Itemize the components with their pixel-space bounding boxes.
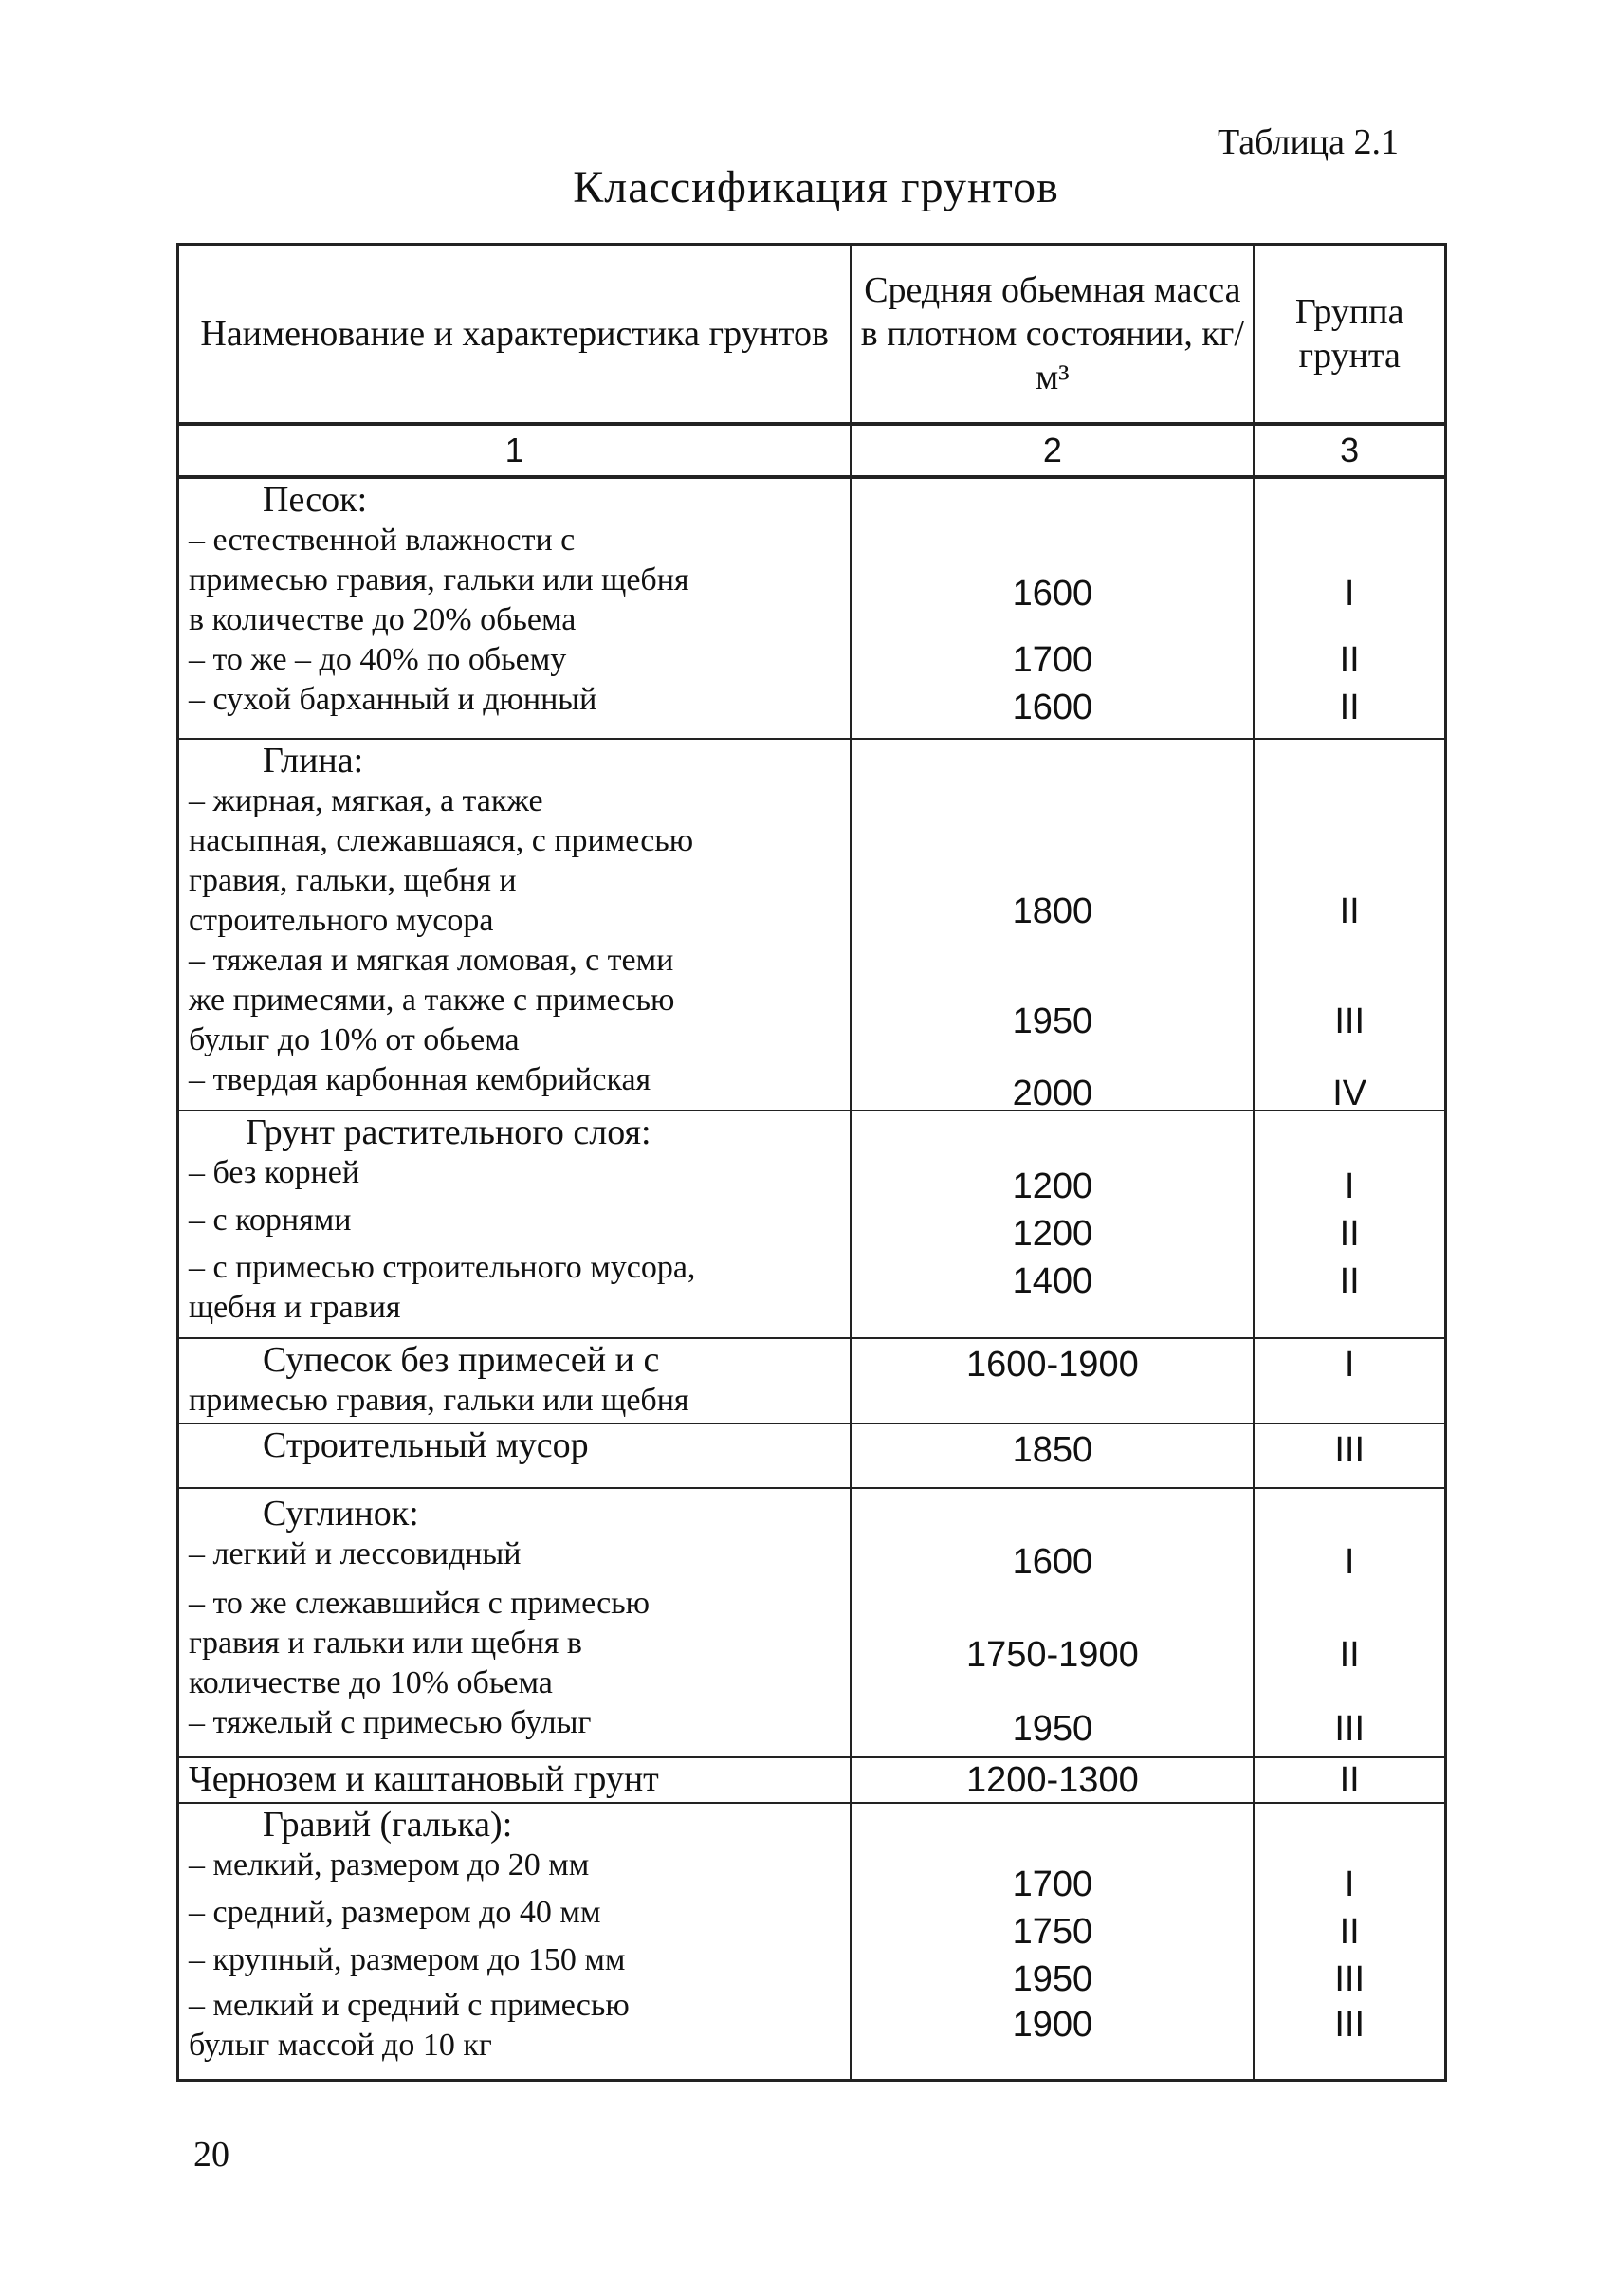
soil-classification-table: [176, 243, 1447, 2082]
group-value: III: [1334, 1709, 1366, 1749]
group-value: II: [1339, 1760, 1360, 1800]
soil-line: – крупный, размером до 150 мм: [189, 1942, 626, 1977]
soil-heading: Строительный мусор: [263, 1425, 589, 1465]
table-row: [178, 477, 1446, 739]
group-value: II: [1339, 1214, 1360, 1254]
soil-line: – без корней: [189, 1155, 360, 1190]
soil-description: [178, 1488, 852, 1757]
mass-value: 1200: [1012, 1214, 1093, 1254]
soil-line: – легкий и лессовидный: [189, 1536, 522, 1571]
group-value: III: [1334, 2005, 1366, 2045]
mass-value: 1750: [1012, 1912, 1093, 1952]
soil-line: – то же слежавшийся с примесью: [189, 1586, 651, 1621]
group-cell: [1254, 1338, 1445, 1424]
group-value: II: [1339, 640, 1360, 680]
group-cell: [1254, 1424, 1445, 1488]
mass-value: 1850: [1012, 1430, 1093, 1470]
soil-line: примесью гравия, гальки или щебня: [189, 1383, 689, 1418]
soil-description: [178, 739, 852, 1111]
group-cell: [1254, 739, 1445, 1111]
soil-line: – жирная, мягкая, а также: [189, 783, 543, 818]
table-row: [178, 1338, 1446, 1424]
table-row: [178, 1757, 1446, 1803]
mass-value: 1600: [1012, 688, 1093, 727]
column-number-row: [178, 424, 1446, 477]
group-value: III: [1334, 1959, 1366, 1999]
soil-heading: Чернозем и каштановый грунт: [189, 1759, 659, 1799]
table-row: [178, 1488, 1446, 1757]
column-number: 1: [178, 424, 852, 477]
table-row: [178, 1424, 1446, 1488]
header-row: [178, 245, 1446, 425]
soil-line: – сухой барханный и дюнный: [189, 682, 597, 717]
group-value: II: [1339, 1912, 1360, 1952]
soil-heading: Песок:: [263, 480, 368, 520]
page-number: 20: [193, 2135, 229, 2175]
table-row: [178, 739, 1446, 1111]
group-value: III: [1334, 1001, 1366, 1041]
group-cell: [1254, 1757, 1445, 1803]
group-value: I: [1344, 1166, 1355, 1206]
soil-line: в количестве до 20% обьема: [189, 602, 577, 637]
mass-value: 1750-1900: [965, 1635, 1139, 1675]
soil-line: – с примесью строительного мусора,: [189, 1250, 696, 1285]
group-value: II: [1339, 688, 1360, 727]
soil-line: гравия, гальки, щебня и: [189, 863, 517, 898]
soil-heading: Грунт растительного слоя:: [246, 1112, 651, 1152]
mass-value: 2000: [1012, 1074, 1093, 1113]
table-row: [178, 1111, 1446, 1338]
mass-value: 1700: [1012, 640, 1093, 680]
soil-description: [178, 1757, 852, 1803]
soil-line: – мелкий и средний с примесью: [189, 1988, 630, 2023]
soil-line: – мелкий, размером до 20 мм: [189, 1847, 590, 1883]
group-value: IV: [1332, 1074, 1367, 1113]
group-value: II: [1339, 891, 1360, 931]
column-number: 3: [1254, 424, 1445, 477]
header-mass: Средняя обьемная масса в плотном состоянии, кг/м³: [851, 245, 1254, 425]
soil-line: примесью гравия, гальки или щебня: [189, 562, 689, 597]
mass-value: 1700: [1012, 1864, 1093, 1904]
group-cell: [1254, 1488, 1445, 1757]
mass-value: 1600-1900: [965, 1345, 1139, 1385]
mass-cell: [851, 1757, 1254, 1803]
group-cell: [1254, 1111, 1445, 1338]
soil-line: щебня и гравия: [189, 1290, 401, 1325]
soil-line: – средний, размером до 40 мм: [189, 1895, 601, 1930]
soil-line: же примесями, а также с примесью: [189, 983, 675, 1018]
group-value: III: [1334, 1430, 1366, 1470]
mass-value: 1950: [1012, 1001, 1093, 1041]
soil-line: – естественной влажности с: [189, 523, 576, 558]
header-name: Наименование и характеристика грунтов: [178, 245, 852, 425]
group-value: I: [1344, 1542, 1355, 1582]
group-value: I: [1344, 574, 1355, 614]
soil-line: булыг до 10% от обьема: [189, 1022, 520, 1057]
mass-value: 1950: [1012, 1709, 1093, 1749]
mass-value: 1200-1300: [965, 1760, 1139, 1800]
column-number: 2: [851, 424, 1254, 477]
group-value: I: [1344, 1864, 1355, 1904]
mass-cell: [851, 1424, 1254, 1488]
mass-value: 1600: [1012, 1542, 1093, 1582]
mass-value: 1800: [1012, 891, 1093, 931]
table-row: [178, 1803, 1446, 2080]
mass-cell: [851, 1111, 1254, 1338]
mass-cell: [851, 1338, 1254, 1424]
mass-value: 1950: [1012, 1959, 1093, 1999]
group-value: II: [1339, 1261, 1360, 1301]
mass-value: 1900: [1012, 2005, 1093, 2045]
group-cell: [1254, 1803, 1445, 2080]
soil-heading: Суглинок:: [263, 1494, 419, 1534]
table-caption: Таблица 2.1: [1217, 122, 1399, 162]
mass-value: 1200: [1012, 1166, 1093, 1206]
soil-heading: Глина:: [263, 741, 364, 781]
soil-line: – то же – до 40% по обьему: [189, 642, 567, 677]
mass-value: 1600: [1012, 574, 1093, 614]
mass-cell: [851, 739, 1254, 1111]
soil-description: [178, 1338, 852, 1424]
soil-line: булыг массой до 10 кг: [189, 2028, 492, 2063]
mass-value: 1400: [1012, 1261, 1093, 1301]
mass-cell: [851, 1488, 1254, 1757]
page-title: Классификация грунтов: [573, 162, 1059, 212]
soil-description: [178, 1111, 852, 1338]
soil-description: [178, 1803, 852, 2080]
soil-line: – тяжелая и мягкая ломовая, с теми: [189, 943, 674, 978]
soil-line: – с корнями: [189, 1203, 352, 1238]
soil-heading: Супесок без примесей и с: [263, 1340, 660, 1380]
soil-line: – тяжелый с примесью булыг: [189, 1705, 592, 1740]
header-group: Группа грунта: [1254, 245, 1445, 425]
soil-description: [178, 1424, 852, 1488]
group-cell: [1254, 477, 1445, 739]
mass-cell: [851, 1803, 1254, 2080]
soil-line: – твердая карбонная кембрийская: [189, 1062, 651, 1097]
soil-line: гравия и гальки или щебня в: [189, 1626, 582, 1661]
group-value: II: [1339, 1635, 1360, 1675]
soil-line: насыпная, слежавшаяся, с примесью: [189, 823, 694, 858]
group-value: I: [1344, 1345, 1355, 1385]
mass-cell: [851, 477, 1254, 739]
soil-line: количестве до 10% обьема: [189, 1665, 553, 1700]
soil-description: [178, 477, 852, 739]
soil-heading: Гравий (галька):: [263, 1805, 513, 1845]
soil-line: строительного мусора: [189, 903, 494, 938]
